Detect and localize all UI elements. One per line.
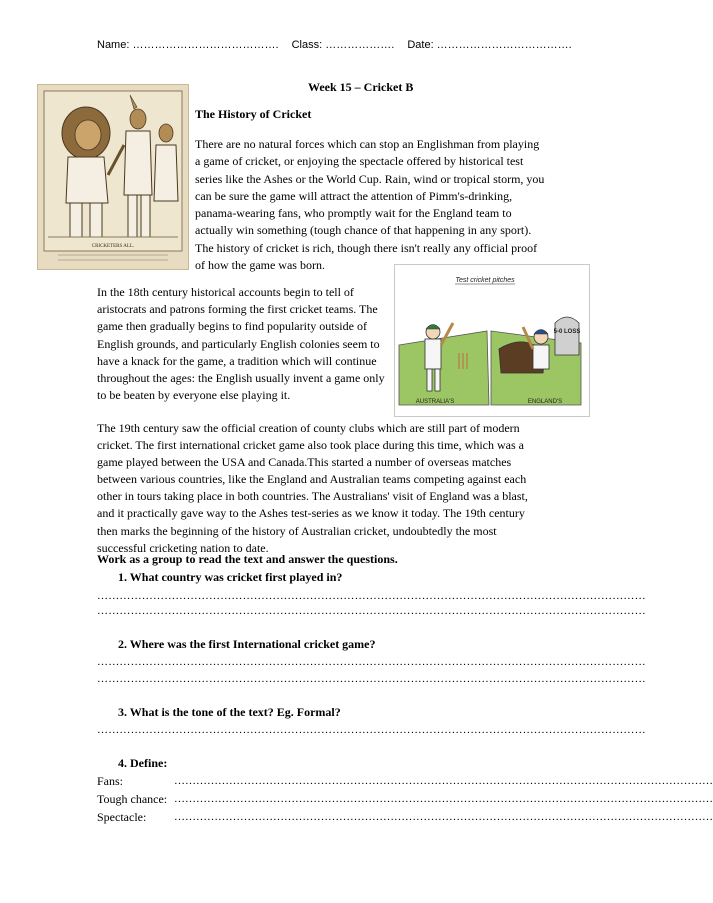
pitches-illustration	[395, 265, 589, 416]
answer-line[interactable]: …………………………………………………………………………………………………………………………………	[97, 656, 646, 668]
definition-label-fans: Fans:	[97, 774, 124, 788]
answer-line[interactable]: …………………………………………………………………………………………………………………………………	[174, 811, 713, 823]
vintage-cricket-cartoon	[37, 84, 189, 270]
date-field[interactable]: Date: ……………………………….	[407, 39, 572, 51]
answer-line[interactable]: …………………………………………………………………………………………………………………………………	[97, 590, 646, 602]
cartoon-caption: CRICKETERS ALL.	[91, 244, 135, 249]
headstone-sign: 5-0 LOSS	[553, 329, 581, 335]
cartoon-illustration	[38, 85, 188, 269]
answer-line[interactable]: …………………………………………………………………………………………………………………………………	[97, 724, 646, 736]
name-field[interactable]: Name: ………………………………….	[97, 39, 279, 51]
instructions: Work as a group to read the text and answer the questions.	[97, 552, 398, 566]
cartoon-title: Test cricket pitches	[455, 277, 515, 284]
worksheet-header	[97, 39, 582, 51]
intro-paragraph: There are no natural forces which can stop an Englishman from playing a game of cricket, or enjoying the spectacle offered by historical test series like the Ashes or the World Cup. Rain, wind or tropical storm, you can be sure the game will attract the attention of Pimm's-drinking, panama-wearing fans, who promptly wait for the England team to actually win something (tough chance of that happening in any sport). The history of cricket is rich, though there isn't really any official proof of how the game was born.	[195, 137, 545, 273]
answer-line[interactable]: …………………………………………………………………………………………………………………………………	[174, 793, 713, 805]
definition-label-spectacle: Spectacle:	[97, 810, 147, 824]
answer-line[interactable]: …………………………………………………………………………………………………………………………………	[174, 775, 713, 787]
answer-line[interactable]: …………………………………………………………………………………………………………………………………	[97, 673, 646, 685]
left-pitch-label: AUSTRALIA'S	[415, 399, 455, 405]
page-title: Week 15 – Cricket B	[308, 80, 414, 94]
class-field[interactable]: Class: ……………….	[291, 39, 395, 51]
answer-line[interactable]: …………………………………………………………………………………………………………………………………	[97, 605, 646, 617]
question-4: 4. Define:	[118, 756, 168, 770]
paragraph-18th-century: In the 18th century historical accounts begin to tell of aristocrats and patrons forming the first cricket teams. The game then gradually begins to find popularity outside of English grounds, and particularly English colonies seem to have a knack for the game, a tradition which will continue throughout the ages: the English usually invent a game only to be beaten by everyone else playing it.	[97, 285, 385, 403]
right-pitch-label: ENGLAND'S	[527, 399, 563, 405]
definition-label-tough-chance: Tough chance:	[97, 792, 168, 806]
section-title: The History of Cricket	[195, 107, 312, 121]
question-1: 1. What country was cricket first played in?	[118, 570, 343, 584]
paragraph-19th-century: The 19th century saw the official creation of county clubs which are still part of modern cricket. The first international cricket game also took place during this time, which was a game played between the USA and Canada.This started a number of overseas matches between various countries, like the England and Australian teams competing against each other in tours taking place in both countries. The Australians' visit of England was a blast, and it practically gave way to the Ashes test-series as we know it today. The 19th century then marks the beginning of the history of Australian cricket, undoubtedly the most successful cricketing nation to date.	[97, 421, 528, 555]
question-3: 3. What is the tone of the text? Eg. Formal?	[118, 705, 341, 719]
question-2: 2. Where was the first International cricket game?	[118, 637, 376, 651]
pitches-cartoon	[394, 264, 590, 417]
